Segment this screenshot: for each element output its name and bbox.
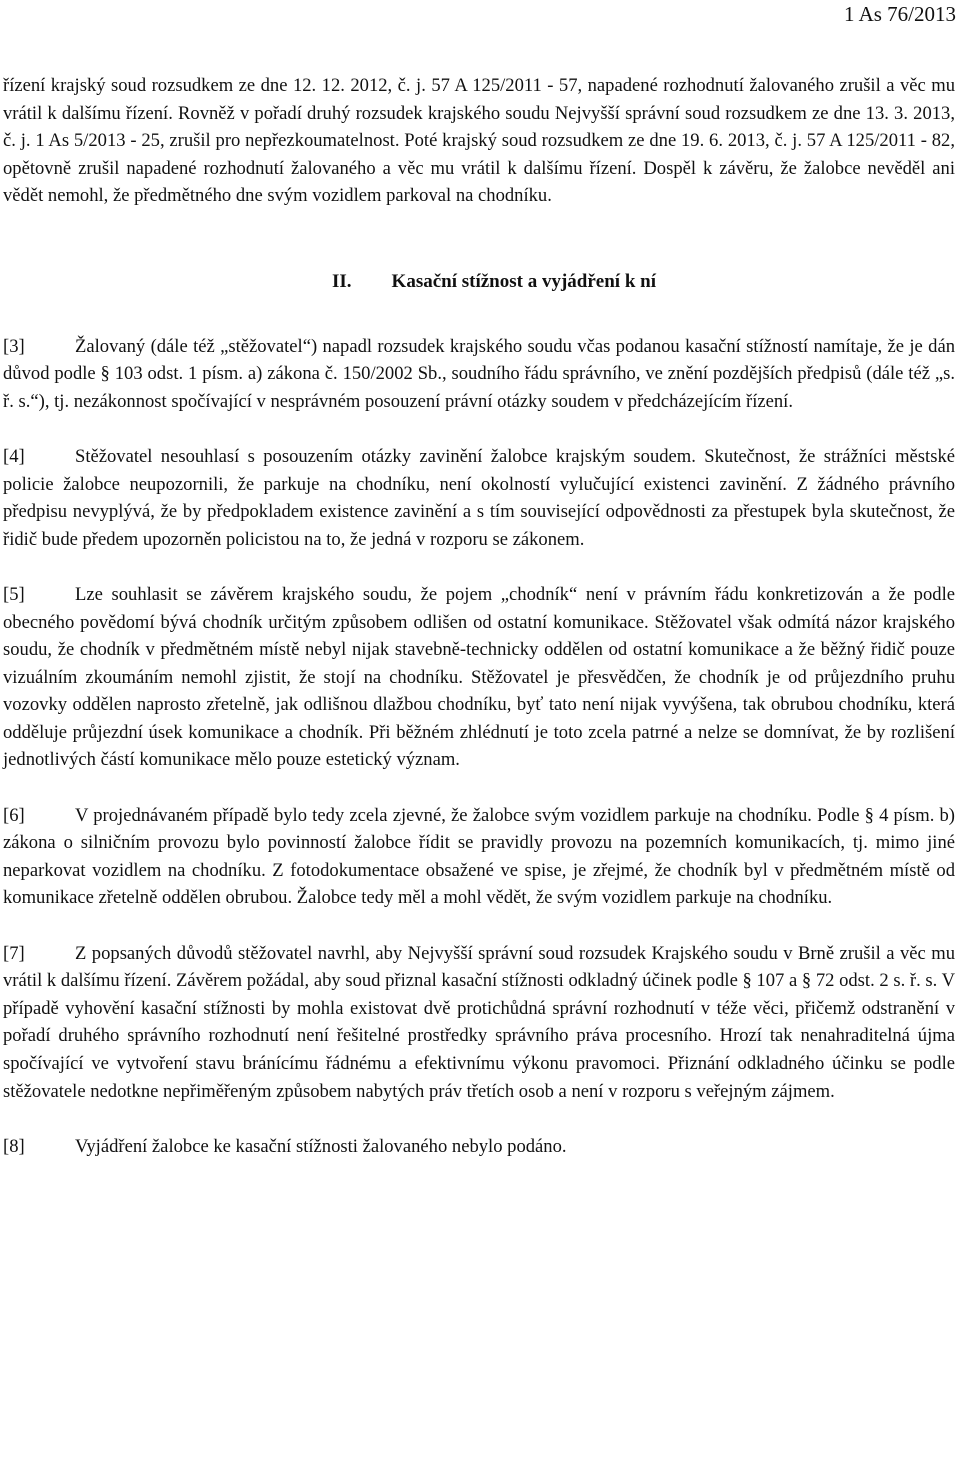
paragraph-number: [4] — [3, 445, 25, 467]
section-title: Kasační stížnost a vyjádření k ní — [391, 270, 656, 292]
paragraph-4 — [3, 443, 955, 553]
paragraph-text: V projednávaném případě bylo tedy zcela zjevné, že žalobce svým vozidlem parkuje na chodníku. Podle § 4 písm. b) zákona o silničním provozu bylo povinností žalobce řídit se pravidly provozu na pozemních komunikacích, tj. mimo jiné neparkovat vozidlem na chodníku. Z fotodokumentace obsažené ve spise, je zřejmé, že chodník byl v předmětném místě od komunikace zřetelně oddělen obrubou. Žalobce tedy měl a mohl vědět, že svým vozidlem parkuje na chodníku. — [3, 804, 955, 909]
paragraph-7 — [3, 940, 955, 1106]
paragraph-text: Vyjádření žalobce ke kasační stížnosti žalovaného nebylo podáno. — [75, 1135, 567, 1157]
section-heading — [3, 268, 955, 296]
paragraph-number: [3] — [3, 335, 25, 357]
paragraph-number: [6] — [3, 804, 25, 826]
paragraph-text: Lze souhlasit se závěrem krajského soudu, že pojem „chodník“ není v právním řádu konkretizován a že podle obecného povědomí bývá chodník určitým způsobem odlišen od ostatní komunikace. Stěžovatel však odmítá názor krajského soudu, že chodník v předmětném místě nebyl nijak stavebně-technicky oddělen od ostatní komunikace a že běžný řidič pouze vizuálním zkoumáním nemohl zjistit, že stojí na chodníku. Stěžovatel je přesvědčen, že chodník je od průjezdního pruhu vozovky oddělen naprosto zřetelně, jak odlišnou dlažbou chodníku, byť tato není nijak vyvýšena, tak obrubou chodníku, která odděluje průjezdní úsek komunikace a chodník. Při běžném zhlédnutí je toto zcela patrné a nelze se domnívat, že by rozlišení jednotlivých částí komunikace mělo pouze estetický význam. — [3, 583, 955, 771]
case-reference: 1 As 76/2013 — [843, 2, 956, 26]
paragraph-text: Žalovaný (dále též „stěžovatel“) napadl rozsudek krajského soudu včas podanou kasační stížností namítaje, že je dán důvod podle § 103 odst. 1 písm. a) zákona č. 150/2002 Sb., soudního řádu správního, ve znění pozdějších předpisů (dále též „s. ř. s.“), tj. nezákonnost spočívající v nesprávném posouzení právní otázky soudem v předcházejícím řízení. — [3, 335, 955, 412]
paragraph-3 — [3, 333, 955, 416]
paragraph-number: [5] — [3, 583, 25, 605]
paragraph-text: Stěžovatel nesouhlasí s posouzením otázky zavinění žalobce krajským soudem. Skutečnost, že strážníci městské policie žalobce neupozornili, že parkuje na chodníku, není okolností vylučující existenci zavinění. Z žádného právního předpisu nevyplývá, že by předpokladem existence zavinění a s tím související odpovědnosti za přestupek byla skutečnost, že řidič bude předem upozorněn policistou na to, že jedná v rozporu se zákonem. — [3, 445, 955, 550]
paragraph-number: [7] — [3, 942, 25, 964]
continued-paragraph: řízení krajský soud rozsudkem ze dne 12. 12. 2012, č. j. 57 A 125/2011 - 57, napadené rozhodnutí žalovaného zrušil a věc mu vrátil k dalšímu řízení. Rovněž v pořadí druhý rozsudek krajského soudu Nejvyšší správní soud rozsudkem ze dne 13. 3. 2013, č. j. 1 As 5/2013 - 25, zrušil pro nepřezkoumatelnost. Poté krajský soud rozsudkem ze dne 19. 6. 2013, č. j. 57 A 125/2011 - 82, opětovně zrušil napadené rozhodnutí žalovaného a věc mu vrátil k dalšímu řízení. Dospěl k závěru, že žalobce nevěděl ani vědět nemohl, že předmětného dne svým vozidlem parkoval na chodníku. — [3, 75, 955, 207]
paragraph-number: [8] — [3, 1135, 25, 1157]
paragraph-text: Z popsaných důvodů stěžovatel navrhl, aby Nejvyšší správní soud rozsudek Krajského soudu v Brně zrušil a věc mu vrátil k dalšímu řízení. Závěrem požádal, aby soud přiznal kasační stížnosti odkladný účinek podle § 107 a § 72 odst. 2 s. ř. s. V případě vyhovění kasační stížnosti by mohla existovat dvě protichůdná správní rozhodnutí v téže věci, přičemž odstranění v pořadí druhého správního rozhodnutí není řešitelné prostředky správního práva procesního. Hrozí tak nenahraditelná újma spočívající ve vytvoření stavu bránícímu řádnému a efektivnímu výkonu pravomoci. Přiznání odkladného účinku se podle stěžovatele nedotkne nepřiměřeným způsobem nabytých práv třetích osob a není v rozporu s veřejným zájmem. — [3, 942, 955, 1102]
paragraph-6 — [3, 802, 955, 912]
document-body — [3, 72, 955, 1160]
paragraph-8 — [3, 1133, 955, 1161]
section-number: II. — [332, 270, 352, 292]
paragraph-5 — [3, 581, 955, 774]
